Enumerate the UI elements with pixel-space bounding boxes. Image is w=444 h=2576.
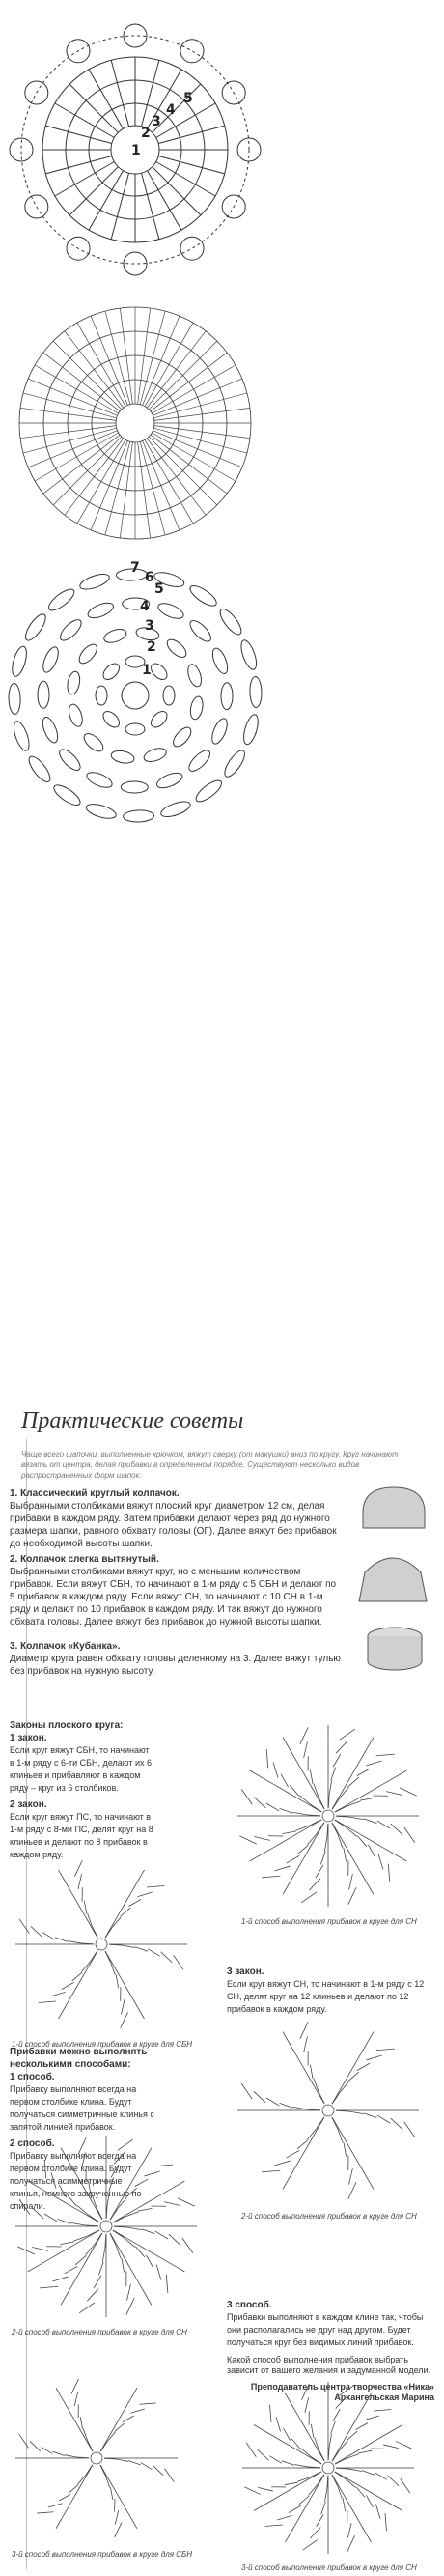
law-1-label: 1 закон. xyxy=(10,1733,47,1743)
author-credit: Преподаватель центра творчества «Ника» Архангельская Марина xyxy=(250,2382,434,2402)
row-number: 5 xyxy=(183,91,193,106)
tip-item-3 xyxy=(10,1640,343,1678)
tip-3-title: 3. Колпачок «Кубанка». xyxy=(10,1641,121,1652)
law-3-label: 3 закон. xyxy=(227,1967,264,1977)
diagram-caption: 3-й способ выполнения прибавок в круге для СН xyxy=(241,2563,417,2572)
row-number: 2 xyxy=(147,639,156,655)
law-2-text: Если круг вяжут ПС, то начинают в 1-м ряду с 8-ми ПС, делят круг на 8 клиньев и делают по 8 прибавок в каждом ряду. xyxy=(10,1812,153,1859)
diagram-caption: 3-й способ выполнения прибавок в круге для СБН xyxy=(12,2550,193,2559)
row-number: 1 xyxy=(142,663,152,678)
crochet-diagram-radial xyxy=(0,290,444,551)
row-number: 1 xyxy=(131,143,141,158)
row-number: 2 xyxy=(141,126,151,141)
tip-2-text: Выбранными столбиками вяжут круг, но с меньшим количеством прибавок. Если вяжут СБН, то начинают в 1-м ряду с 5 СБН и делают по 5 прибавок в каждом ряду. Если вяжут СН, то начинают с 10 СН в 1-м ряду и делают по 10 прибавок в каждом ряду. И так вяжут до нужного обхвата головы. Далее вяжут без прибавок до нужной высоты шапки. xyxy=(10,1567,337,1628)
tip-2-title: 2. Колпачок слегка вытянутый. xyxy=(10,1554,159,1565)
law-1-text: Если круг вяжут СБН, то начинают в 1-м ряду с 6-ти СБН, делают их 6 клиньев и прибавляют в каждом ряду – круг из 6 столбиков. xyxy=(10,1745,152,1793)
increase-diagram-6 xyxy=(232,2376,425,2560)
increase-diagram-5 xyxy=(10,2371,183,2545)
page-title: Практические советы xyxy=(21,1408,244,1433)
methods-title: Прибавки можно выполнять несколькими способами: xyxy=(10,2047,148,2070)
tip-item-2 xyxy=(10,1553,343,1628)
method-3-label: 3 способ. xyxy=(227,2300,272,2310)
row-number: 4 xyxy=(140,599,150,614)
law-3-text: Если круг вяжут СН, то начинают в 1-м ряду с 12 СН, делят круг на 12 клиньев и делают по 12 прибавок в каждом ряду. xyxy=(227,1979,425,2014)
law-2-label: 2 закон. xyxy=(10,1799,47,1810)
increase-diagram-3 xyxy=(232,2014,425,2207)
method-3-text: Прибавки выполняют в каждом клине так, чтобы они располагались не друг над другом. Будет получаться круг без видимых линий прибавок. xyxy=(227,2312,424,2347)
law-3-block xyxy=(227,1966,434,2016)
tip-3-text: Диаметр круга равен обхвату головы деленному на 3. Далее вяжут тулью без прибавок на нужную высоту. xyxy=(10,1654,341,1677)
row-number: 4 xyxy=(166,102,176,118)
tips-section xyxy=(0,1401,444,2576)
method-2-label: 2 способ. xyxy=(10,2138,55,2149)
diagram-caption: 1-й способ выполнения прибавок в круге для СБН xyxy=(12,2040,193,2049)
laws-title: Законы плоского круга: xyxy=(10,1720,124,1731)
hat-shape-elongated xyxy=(355,1551,430,1603)
diagram-caption: 2-й способ выполнения прибавок в круге для СН xyxy=(12,2328,187,2336)
tip-1-text: Выбранными столбиками вяжут плоский круг диаметром 12 см, делая прибавки в каждом ряду. Затем прибавки делают через ряд до нужного размера шапки, равного обхвату головы (ОГ). Далее вяжут без прибавок до необходимой высоты шапки. xyxy=(10,1501,337,1549)
row-number: 3 xyxy=(145,618,154,634)
tip-item-1 xyxy=(10,1487,343,1550)
diagram-caption: 1-й способ выполнения прибавок в круге для СН xyxy=(241,1917,417,1926)
hat-shape-kubanka xyxy=(363,1625,427,1675)
hat-shape-round xyxy=(359,1484,429,1530)
increase-diagram-1 xyxy=(232,1719,425,1912)
laws-block xyxy=(10,1719,154,1861)
increase-diagram-4 xyxy=(10,2130,203,2323)
method-1-label: 1 способ. xyxy=(10,2072,55,2082)
row-number: 6 xyxy=(145,570,154,585)
row-number: 5 xyxy=(154,581,164,597)
increase-diagram-2 xyxy=(10,1853,193,2036)
intro-text: Чаще всего шапочки, выполненные крючком, вяжут сверху (от макушки) вниз по кругу. Круг начинают вязать от центра, делая прибавки в определенном порядке. Существуют несколько видов распространенных форм шапок: xyxy=(21,1450,399,1480)
row-number: 7 xyxy=(130,560,140,576)
method-2-text: Прибавку выполняют всегда на первом столбике клина. Будут получаться асимметричные клинья, немного закрученные по спирали. xyxy=(10,2151,142,2211)
method-1-text: Прибавку выполняют всегда на первом столбике клина. Будут получаться симметричные клинья с запятой линией прибавок. xyxy=(10,2084,154,2132)
diagram-caption: 2-й способ выполнения прибавок в круге для СН xyxy=(241,2212,417,2221)
method-note: Какой способ выполнения прибавок выбрать зависит от вашего желания и задуманной модели. xyxy=(227,2355,431,2375)
tip-1-title: 1. Классический круглый колпачок. xyxy=(10,1488,180,1499)
crochet-diagram-top xyxy=(0,10,444,290)
crochet-diagram-lace xyxy=(0,551,444,850)
row-number: 3 xyxy=(152,114,161,129)
